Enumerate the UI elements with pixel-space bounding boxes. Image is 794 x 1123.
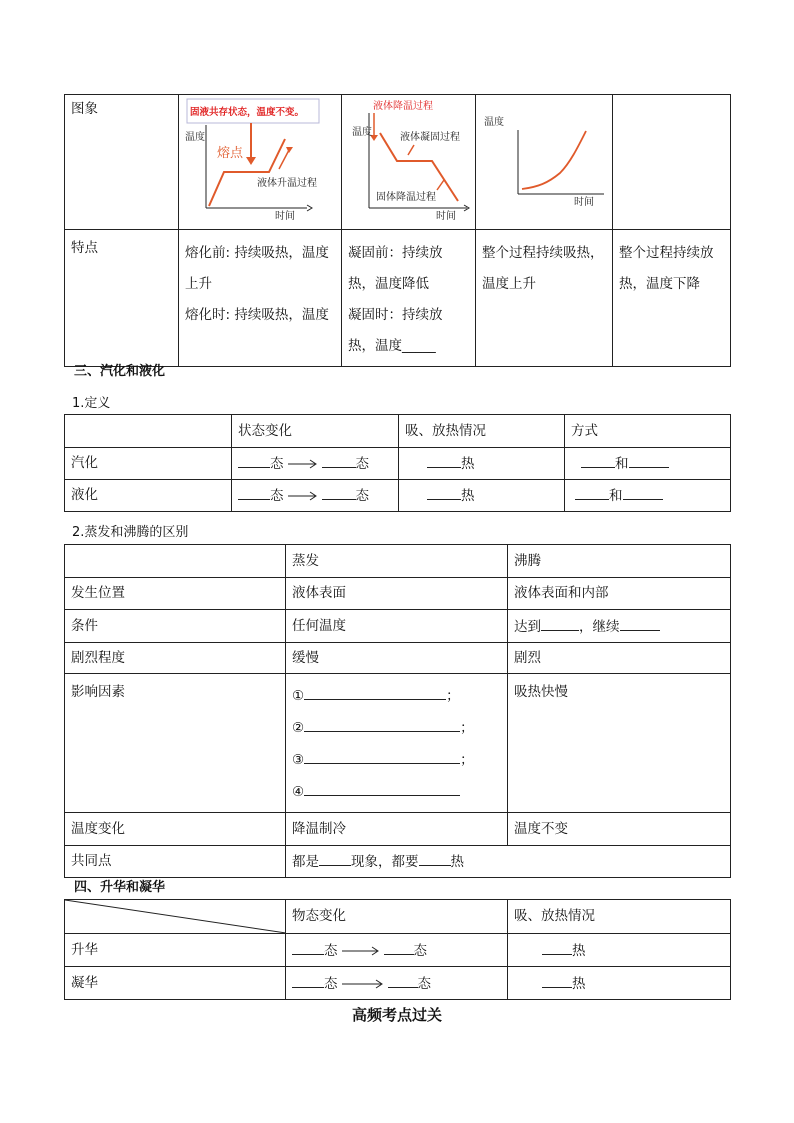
freezing-bottom-note: 固体降温过程	[376, 192, 436, 203]
def-header-mode: 方式	[565, 415, 731, 448]
melting-banner: 固液共存状态，温度不变。	[190, 107, 305, 118]
sublimation-table: 物态变化 吸、放热情况 升华 态 态 热 凝华 态 态 热	[64, 899, 731, 1000]
row-name: 升华	[65, 934, 286, 967]
condensing-feature: 整个过程持续放热，温度下降	[613, 230, 731, 367]
factor-item: ③ ；	[292, 744, 501, 776]
def-row-name: 液化	[65, 480, 232, 512]
row-label: 剧烈程度	[65, 643, 286, 674]
feature-row-label: 特点	[65, 230, 179, 367]
header-state-change: 物态变化	[286, 900, 508, 934]
header-evaporation: 蒸发	[286, 545, 508, 578]
melting-note: 液体升温过程	[257, 178, 317, 189]
phase-change-table	[64, 94, 731, 367]
header-boiling: 沸腾	[508, 545, 731, 578]
freezing-mid-note: 液体凝固过程	[400, 132, 460, 143]
freezing-ylabel: 温度	[352, 127, 372, 138]
freezing-feature-before: 凝固前：持续放热，温度降低	[348, 245, 443, 292]
boiling-graph	[476, 95, 612, 222]
melting-xlabel: 时间	[275, 211, 295, 222]
row-label: 影响因素	[65, 674, 286, 813]
definition-subheading: 1.定义	[72, 396, 111, 411]
row-label: 发生位置	[65, 578, 286, 610]
freezing-top-note: 液体降温过程	[373, 101, 433, 112]
melting-graph	[179, 95, 341, 222]
freezing-xlabel: 时间	[436, 211, 456, 222]
melting-feature-during: 熔化时: 持续吸热，温度	[185, 307, 329, 323]
melting-ylabel: 温度	[185, 132, 205, 143]
row-label: 共同点	[65, 846, 286, 878]
factor-item: ① ；	[292, 680, 501, 712]
def-header-state: 状态变化	[232, 415, 399, 448]
def-header-heat: 吸、放热情况	[399, 415, 565, 448]
freezing-feature-during: 凝固时：持续放热，温度	[348, 307, 443, 354]
freezing-curve	[380, 133, 458, 201]
footer-title: 高频考点过关	[351, 1006, 442, 1024]
graph-row-label: 图象	[65, 95, 179, 230]
boiling-curve	[522, 131, 586, 189]
boiling-ylabel: 温度	[484, 117, 504, 128]
melting-point-label: 熔点	[217, 146, 244, 161]
melting-feature-before: 熔化前: 持续吸热，温度上升	[185, 245, 329, 292]
factor-item: ② ；	[292, 712, 501, 744]
def-row-name: 汽化	[65, 448, 232, 480]
evap-boil-table: 蒸发 沸腾 发生位置 液体表面 液体表面和内部 条件 任何温度 达到 ，继续 剧烈程度 缓慢 剧烈 影响因素 ① ； ② ； ③ ； ④ 吸热快慢 温度变化 降温制冷 温度不变 共同点 都是 现象，都要 热	[64, 544, 731, 878]
diagonal-header-cell	[65, 900, 286, 934]
evap-boil-subheading: 2.蒸发和沸腾的区别	[72, 525, 189, 540]
row-name: 凝华	[65, 967, 286, 1000]
row-label: 温度变化	[65, 813, 286, 846]
row-label: 条件	[65, 610, 286, 643]
arrow-right-icon	[288, 459, 318, 469]
boiling-feature: 整个过程持续吸热，温度上升	[476, 230, 613, 367]
section3-heading: 三、汽化和液化	[74, 364, 166, 379]
factor-item: ④	[292, 776, 501, 808]
def-header-empty	[65, 415, 232, 448]
diagonal-line	[65, 900, 286, 933]
arrow-right-icon	[342, 946, 380, 956]
freezing-blank: _____	[402, 338, 436, 354]
header-heat: 吸、放热情况	[508, 900, 731, 934]
freezing-graph	[342, 95, 475, 222]
arrow-right-icon	[288, 491, 318, 501]
boiling-xlabel: 时间	[574, 197, 594, 208]
arrow-right-icon	[342, 979, 384, 989]
section4-heading: 四、升华和凝华	[74, 880, 166, 895]
definition-table: 状态变化 吸、放热情况 方式 汽化 态 态 热 和 液化 态 态 热 和	[64, 414, 731, 512]
